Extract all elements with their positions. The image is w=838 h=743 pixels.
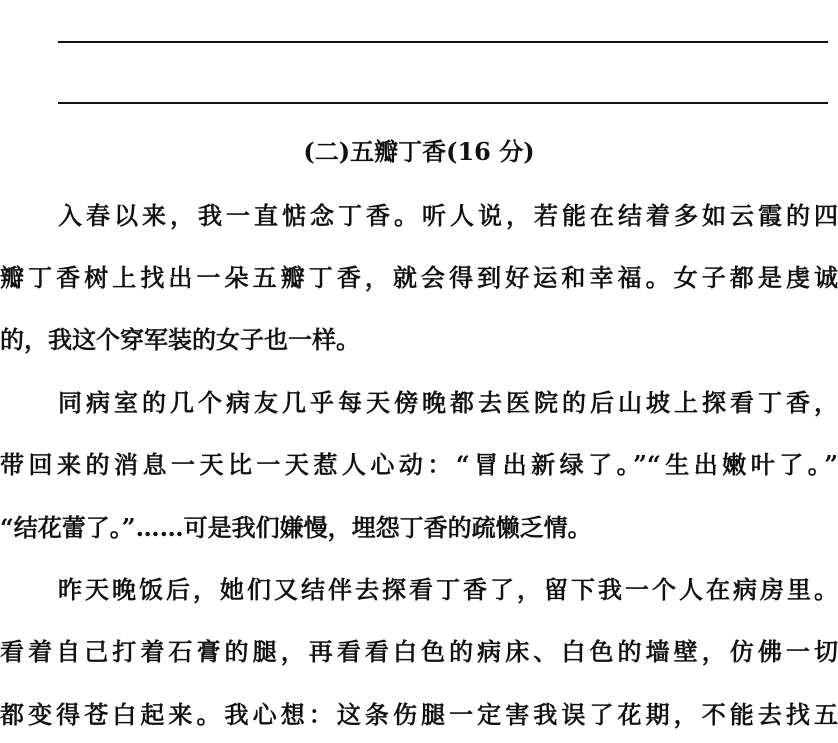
- paragraph-2-line-3: “结花蕾了。”……可是我们嫌慢，埋怨丁香的疏懒乏情。: [0, 513, 592, 542]
- paragraph-1-line-3: 的，我这个穿军装的女子也一样。: [0, 325, 360, 354]
- paragraph-3-line-2: 看着自己打着石膏的腿，再看看白色的病床、白色的墙壁，仿佛一切: [0, 637, 838, 666]
- paragraph-2-line-2: 带回来的消息一天比一天惹人心动：“冒出新绿了。”“生出嫩叶了。”: [0, 450, 838, 479]
- paragraph-1-line-2: 瓣丁香树上找出一朵五瓣丁香，就会得到好运和幸福。女子都是虔诚: [0, 263, 838, 292]
- paragraph-3-line-3: 都变得苍白起来。我心想：这条伤腿一定害我误了花期，不能去找五: [0, 700, 838, 729]
- paragraph-1-line-1: 入春以来，我一直惦念丁香。听人说，若能在结着多如云霞的四: [58, 201, 838, 230]
- answer-line-1: [58, 41, 828, 43]
- answer-line-2: [58, 102, 828, 104]
- section-title: (二)五瓣丁香(16 分): [303, 137, 535, 166]
- paragraph-3-line-1: 昨天晚饭后，她们又结伴去探看丁香了，留下我一个人在病房里。: [58, 575, 838, 604]
- paragraph-2-line-1: 同病室的几个病友几乎每天傍晚都去医院的后山坡上探看丁香，: [58, 388, 838, 417]
